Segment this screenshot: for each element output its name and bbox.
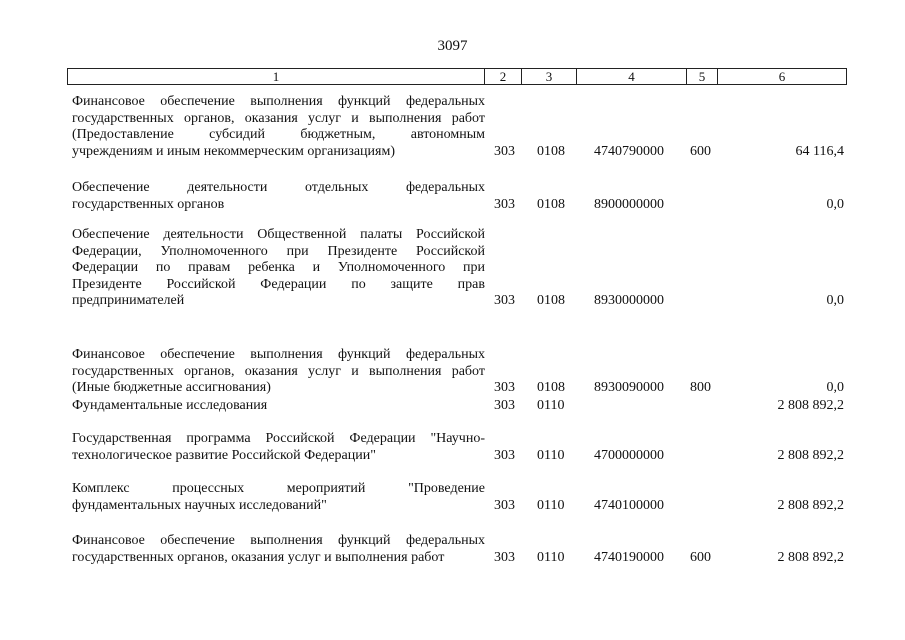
row-description-line: Обеспечение деятельности Общественной палаты Российской xyxy=(72,227,485,242)
row-description-line: Президенте Российской Федерации по защите прав xyxy=(72,276,485,292)
row-amount: 2 808 892,2 xyxy=(777,497,844,513)
row-subsection-code: 0108 xyxy=(537,196,565,212)
row-amount: 0,0 xyxy=(826,293,844,308)
row-target-article: 4700000000 xyxy=(594,447,664,463)
row-subsection-code: 0110 xyxy=(537,549,565,565)
row-target-article: 8930090000 xyxy=(594,380,664,395)
row-expense-type: 600 xyxy=(690,143,711,159)
row-subsection-code: 0108 xyxy=(537,380,565,395)
header-col-6: 6 xyxy=(778,69,786,84)
row-description-line: (Иные бюджетные ассигнования) xyxy=(72,380,271,395)
row-subsection-code: 0108 xyxy=(537,143,565,159)
table-header xyxy=(67,68,847,85)
row-section-code: 303 xyxy=(494,143,515,159)
row-description xyxy=(72,347,485,397)
header-col-2: 2 xyxy=(485,69,522,84)
row-target-article: 8900000000 xyxy=(594,196,664,212)
row-description xyxy=(72,398,485,415)
row-expense-type: 600 xyxy=(690,549,711,565)
row-section-code: 303 xyxy=(494,447,515,463)
row-description-line: Финансовое обеспечение выполнения функций федеральных xyxy=(72,94,485,109)
row-description xyxy=(72,533,485,566)
row-section-code: 303 xyxy=(494,196,515,212)
row-description-line: Комплекс процессных мероприятий "Проведение xyxy=(72,481,485,496)
row-amount: 64 116,4 xyxy=(795,143,844,159)
row-description-line: фундаментальных научных исследований" xyxy=(72,497,327,513)
row-description-line: государственных органов, оказания услуг и выполнения работ xyxy=(72,549,445,565)
row-subsection-code: 0110 xyxy=(537,447,565,463)
row-section-code: 303 xyxy=(494,398,515,413)
row-amount: 2 808 892,2 xyxy=(777,398,844,413)
row-description-line: учреждениям и иным некоммерческим организациям) xyxy=(72,143,396,159)
row-description-line: Государственная программа Российской Федерации "Научно- xyxy=(72,431,485,446)
row-section-code: 303 xyxy=(494,380,515,395)
row-subsection-code: 0110 xyxy=(537,497,565,513)
row-amount: 2 808 892,2 xyxy=(777,549,844,565)
row-subsection-code: 0108 xyxy=(537,293,565,308)
row-description-line: государственных органов, оказания услуг и выполнения работ xyxy=(72,363,485,379)
row-expense-type: 800 xyxy=(690,380,711,395)
row-description-line: предпринимателей xyxy=(72,293,185,308)
row-description-line: технологическое развитие Российской Федерации" xyxy=(72,447,376,463)
row-target-article: 4740790000 xyxy=(594,143,664,159)
header-col-3: 3 xyxy=(522,69,577,84)
row-description-line: государственных органов xyxy=(72,196,225,212)
row-amount: 2 808 892,2 xyxy=(777,447,844,463)
row-description-line: Финансовое обеспечение выполнения функций федеральных xyxy=(72,533,485,548)
row-section-code: 303 xyxy=(494,293,515,308)
row-description-line: государственных органов, оказания услуг и выполнения работ xyxy=(72,110,485,126)
row-section-code: 303 xyxy=(494,549,515,565)
row-description xyxy=(72,481,485,514)
page-number: 3097 xyxy=(437,38,468,54)
row-target-article: 4740100000 xyxy=(594,497,664,513)
row-description-line: (Предоставление субсидий бюджетным, автономным xyxy=(72,127,485,142)
row-amount: 0,0 xyxy=(826,380,844,395)
row-description-line: Фундаментальные исследования xyxy=(72,398,268,413)
header-col-5: 5 xyxy=(687,69,718,84)
row-description xyxy=(72,227,485,310)
row-target-article: 4740190000 xyxy=(594,549,664,565)
row-description xyxy=(72,431,485,464)
row-description-line: Федерации по правам ребенка и Уполномоченного при xyxy=(72,260,485,275)
row-amount: 0,0 xyxy=(826,196,844,212)
row-description-line: Обеспечение деятельности отдельных федеральных xyxy=(72,180,485,195)
header-col-1: 1 xyxy=(68,69,485,84)
row-description-line: Финансовое обеспечение выполнения функций федеральных xyxy=(72,347,485,362)
row-description xyxy=(72,94,485,160)
row-description xyxy=(72,180,485,213)
row-section-code: 303 xyxy=(494,497,515,513)
header-col-4: 4 xyxy=(577,69,687,84)
row-subsection-code: 0110 xyxy=(537,398,565,413)
row-target-article: 8930000000 xyxy=(594,293,664,308)
row-description-line: Федерации, Уполномоченного при Президенте Российской xyxy=(72,243,485,259)
